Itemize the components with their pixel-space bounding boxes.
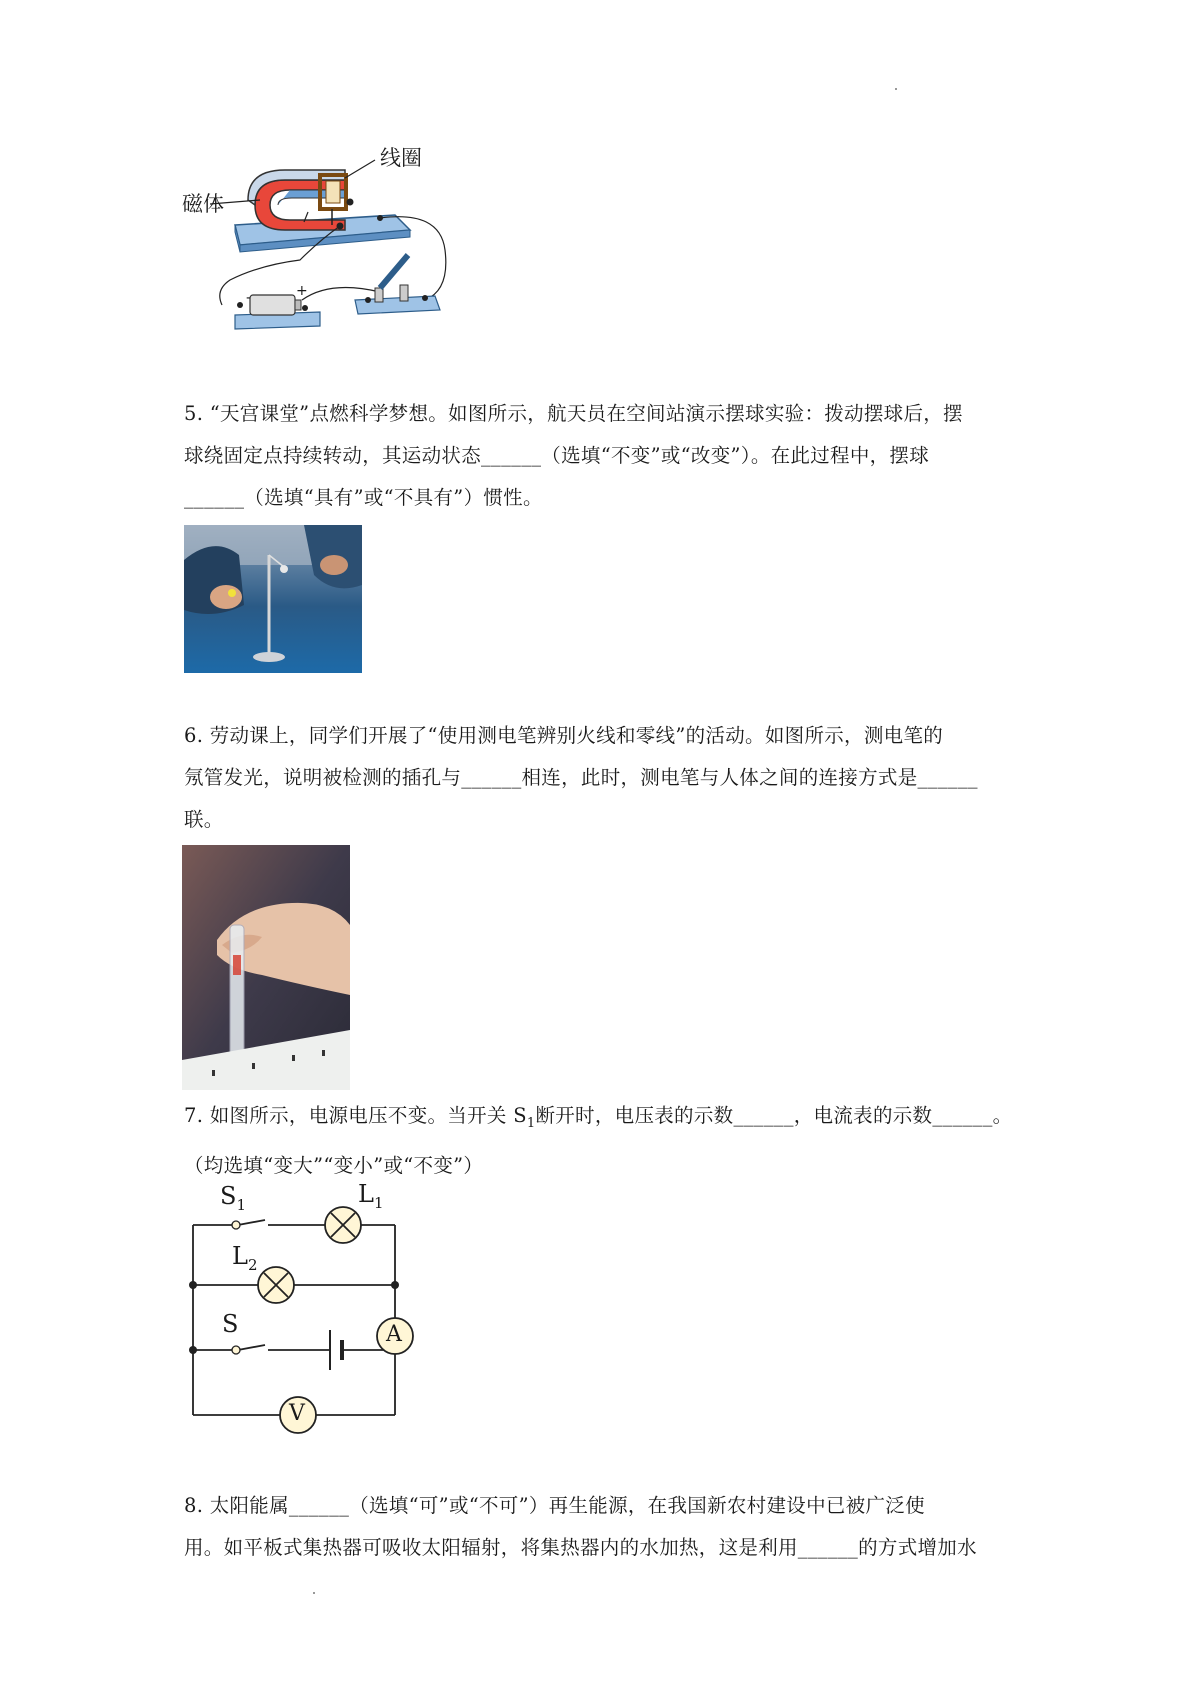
pendulum-photo	[184, 525, 362, 673]
question-7-line-1-suffix: 断开时，电压表的示数______，电流表的示数______。	[535, 1104, 1013, 1127]
coil-magnet-figure	[180, 140, 490, 355]
voltmeter-label: V	[289, 1401, 305, 1426]
circuit-diagram	[180, 1180, 430, 1435]
question-5-line-3: ______（选填“具有”或“不具有”）惯性。	[184, 486, 543, 509]
scan-dot	[895, 88, 897, 90]
question-8	[184, 1485, 1029, 1569]
coil-label: 线圈	[380, 146, 422, 170]
coil-magnet-diagram	[180, 140, 490, 355]
magnet-label: 磁体	[182, 192, 224, 216]
lamp-l2-label: $L_2$	[232, 1242, 258, 1274]
question-7-line-1	[184, 1095, 1029, 1145]
question-6-line-1: 6. 劳动课上，同学们开展了“使用测电笔辨别火线和零线”的活动。如图所示，测电笔的	[184, 724, 944, 747]
switch-s-label: S	[222, 1310, 239, 1338]
circuit-figure	[180, 1180, 430, 1435]
question-5	[184, 393, 1029, 519]
question-6	[184, 715, 1029, 841]
question-7	[184, 1095, 1029, 1187]
switch-s1-label: $S_1$	[220, 1182, 246, 1214]
question-8-line-1: 8. 太阳能属______（选填“可”或“不可”）再生能源，在我国新农村建设中已被广泛使	[184, 1494, 925, 1517]
battery-plus-label: +	[296, 283, 308, 299]
question-7-s1-subscript: 1	[526, 1115, 536, 1131]
test-pen-image	[182, 845, 350, 1090]
question-8-line-2: 用。如平板式集热器可吸收太阳辐射，将集热器内的水加热，这是利用______的方式增加水	[184, 1536, 977, 1559]
question-5-line-2: 球绕固定点持续转动，其运动状态______（选填“不变”或“改变”）。在此过程中，摆球	[184, 444, 930, 467]
question-7-line-2: （均选填“变大”“变小”或“不变”）	[184, 1153, 484, 1177]
question-5-line-1: 5. “天宫课堂”点燃科学梦想。如图所示，航天员在空间站演示摆球实验：拨动摆球后，摆	[184, 402, 963, 425]
pendulum-image	[184, 525, 362, 673]
ammeter-label: A	[386, 1322, 402, 1347]
battery-minus-label: -	[246, 290, 252, 306]
scan-dot	[313, 1592, 315, 1594]
question-6-line-2: 氖管发光，说明被检测的插孔与______相连，此时，测电笔与人体之间的连接方式是______	[184, 766, 978, 789]
question-6-line-3: 联。	[184, 808, 224, 831]
test-pen-photo	[182, 845, 350, 1090]
lamp-l1-label: $L_1$	[358, 1180, 384, 1212]
question-7-line-1-prefix: 7. 如图所示，电源电压不变。当开关 S	[184, 1104, 527, 1127]
